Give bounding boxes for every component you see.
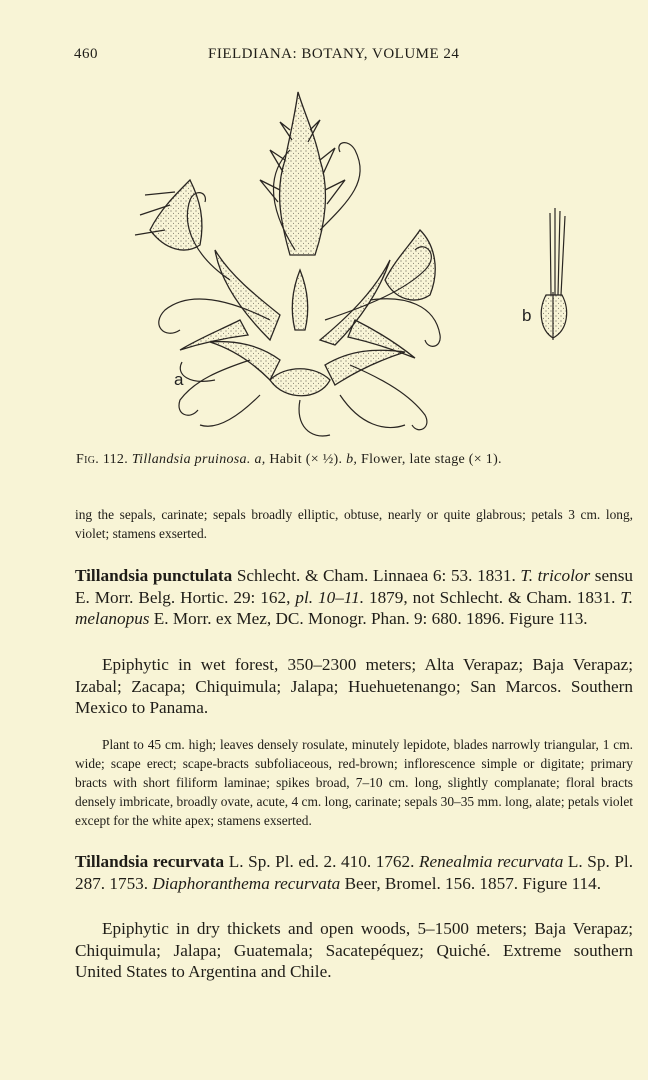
punctulata-distribution: Epiphytic in wet forest, 350–2300 meters; Alta Verapaz; Baja Verapaz; Izabal; Zacapa; Chiquimula; Jalapa; Huehuetenango; San Marcos. Southern Mexico to Panama.	[75, 655, 633, 717]
entry-punctulata-heading	[75, 565, 633, 630]
habit-drawing	[135, 92, 435, 396]
citation-text: Schlecht. & Cham. Linnaea 6: 53. 1831.	[232, 566, 521, 585]
caption-fig-number: Fig. 112.	[76, 452, 129, 467]
figure-caption	[76, 452, 636, 468]
caption-part-b-letter: b,	[346, 452, 358, 467]
citation-text: Beer, Bromel. 156. 1857. Figure 114.	[340, 873, 602, 893]
citation-text: 1879, not Schlecht. & Cham. 1831.	[364, 587, 621, 607]
recurvata-distribution: Epiphytic in dry thickets and open woods, 5–1500 meters; Baja Verapaz; Chiquimula; Jalapa; Guatemala; Sacatepéquez; Quiché. Extreme southern United States to Argentina and Chile.	[75, 919, 633, 981]
continuation-paragraph: ing the sepals, carinate; sepals broadly elliptic, obtuse, nearly or quite glabrous; petals 3 cm. long, violet; stamens exserted.	[75, 507, 633, 541]
citation-text: E. Morr. ex Mez, DC. Monogr. Phan. 9: 680. 1896. Figure 113.	[149, 609, 588, 628]
flower-drawing	[541, 208, 566, 340]
tillandsia-drawing	[120, 80, 590, 450]
species-name-punctulata: Tillandsia punctulata	[75, 566, 233, 585]
citation-text: L. Sp. Pl. 287. 1753.	[75, 852, 633, 893]
caption-part-a-letter: a,	[254, 452, 266, 467]
citation-text: sensu E. Morr. Belg. Hortic. 29: 162,	[75, 566, 633, 607]
species-name-recurvata: Tillandsia recurvata	[75, 852, 225, 871]
caption-species: Tillandsia pruinosa.	[131, 452, 251, 467]
citation-text: L. Sp. Pl. ed. 2. 410. 1762.	[224, 852, 419, 871]
punctulata-description: Plant to 45 cm. high; leaves densely rosulate, minutely lepidote, blades narrowly triangular, 1 cm. wide; scape erect; scape-bracts subfoliaceous, red-brown; inflorescence simple or digitate; primary bracts with short filiform laminae; spikes broad, 7–10 cm. long, slightly complanate; floral bracts densely imbricate, broadly ovate, acute, 4 cm. long, carinate; sepals 30–35 mm. long, alate; petals violet except for the white apex; stamens exserted.	[75, 737, 633, 828]
label-a: a	[174, 370, 184, 389]
botanical-illustration	[120, 80, 590, 450]
entry-recurvata-heading	[75, 851, 633, 894]
synonym-name: T. tricolor	[520, 566, 591, 585]
page-number: 460	[74, 46, 98, 62]
caption-part-b: Flower, late stage (× 1).	[357, 452, 502, 467]
synonym-name: T. melanopus	[75, 587, 633, 628]
caption-part-a: Habit (× ½).	[265, 452, 343, 467]
plate-reference: pl. 10–11.	[295, 587, 365, 607]
synonym-name: Diaphoranthema recurvata	[152, 873, 341, 893]
running-title: FIELDIANA: BOTANY, VOLUME 24	[208, 46, 460, 62]
synonym-name: Renealmia recurvata	[419, 852, 564, 871]
label-b: b	[522, 306, 532, 325]
